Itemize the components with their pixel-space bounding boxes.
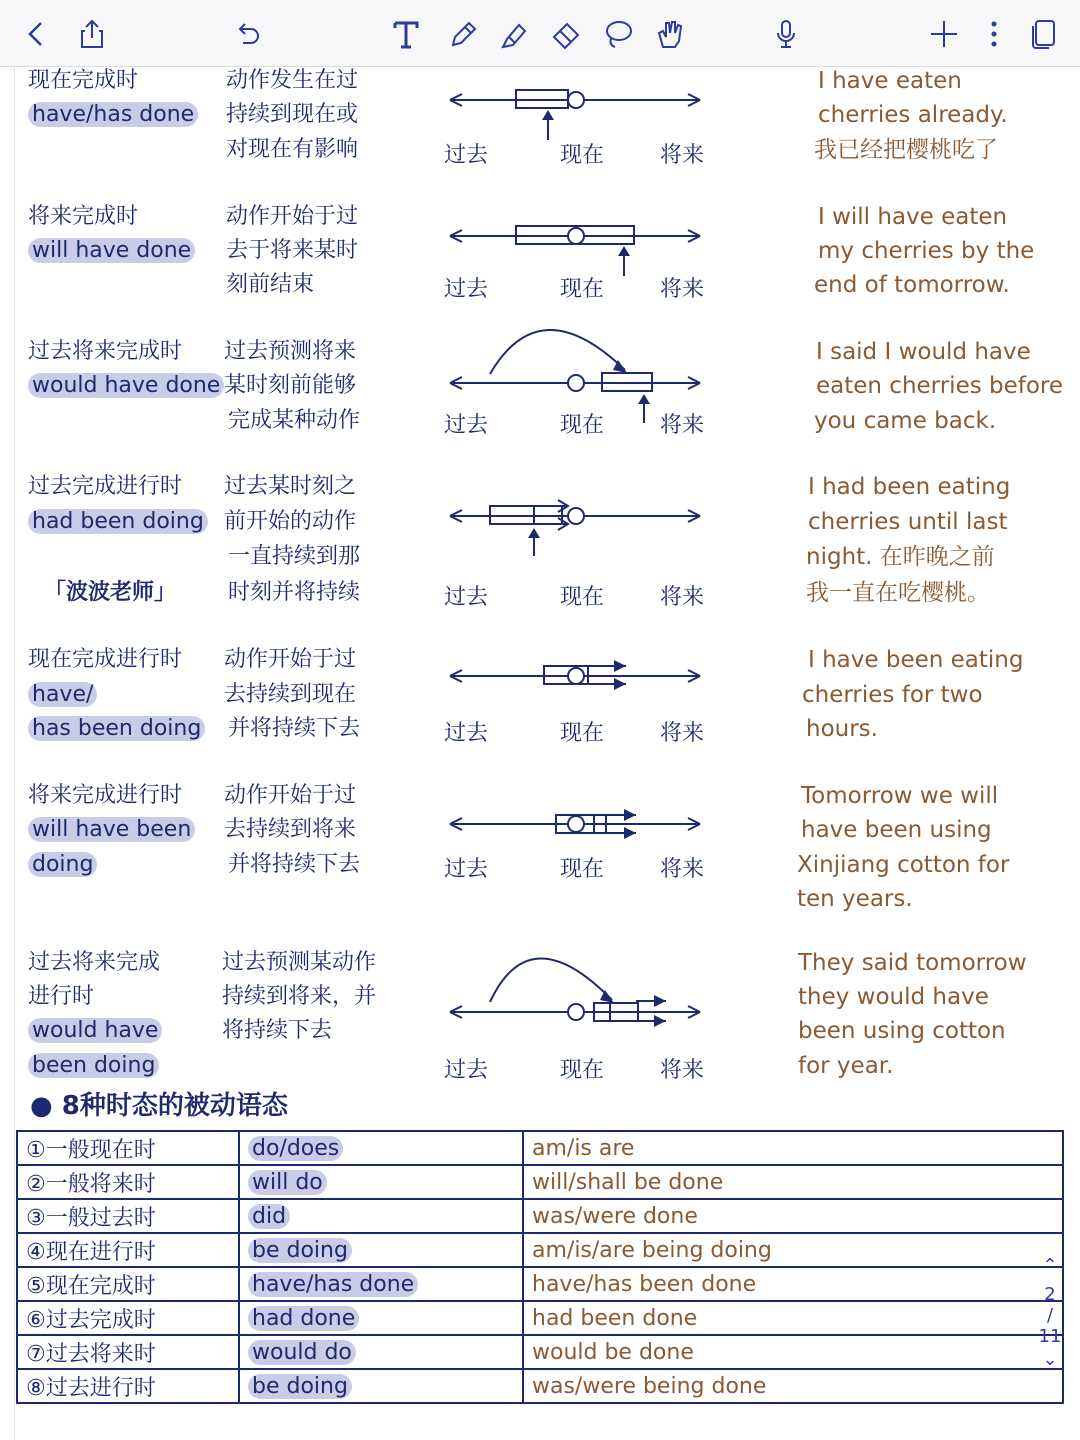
tense-desc: 去于将来某时 xyxy=(226,238,359,263)
tense-name: 进行时 xyxy=(28,984,95,1009)
back-icon[interactable] xyxy=(16,14,56,54)
active-form: will do xyxy=(248,1170,327,1195)
tense-desc: 动作开始于过 xyxy=(224,647,357,672)
tense-desc: 去持续到现在 xyxy=(224,682,357,707)
axis-future: 将来 xyxy=(660,721,705,746)
microphone-icon[interactable] xyxy=(766,14,806,54)
tense-desc: 动作开始于过 xyxy=(226,204,359,229)
passive-form: would be done xyxy=(523,1335,1063,1369)
example: 我已经把樱桃吃了 xyxy=(814,137,998,163)
active-form: have/has done xyxy=(248,1272,418,1297)
tense-form: has been doing xyxy=(28,716,205,741)
tense-cell: ③一般过去时 xyxy=(17,1199,239,1233)
active-form: did xyxy=(248,1204,290,1229)
axis-future: 将来 xyxy=(660,1058,705,1083)
pen-icon[interactable] xyxy=(442,14,482,54)
passive-form: was/were being done xyxy=(523,1369,1063,1403)
table-row xyxy=(17,1267,1063,1301)
undo-icon[interactable] xyxy=(228,14,268,54)
more-icon[interactable] xyxy=(974,14,1014,54)
teacher-signature: 「波波老师」 xyxy=(44,580,177,605)
table-row xyxy=(17,1301,1063,1335)
active-form: be doing xyxy=(248,1238,352,1263)
tense-desc: 将持续下去 xyxy=(222,1018,333,1043)
share-icon[interactable] xyxy=(72,14,112,54)
tense-name: 过去将来完成时 xyxy=(28,339,183,364)
passive-form: had been done xyxy=(523,1301,1063,1335)
tense-cell: ⑧过去进行时 xyxy=(17,1369,239,1403)
axis-now: 现在 xyxy=(560,1058,605,1083)
highlighter-icon[interactable] xyxy=(494,14,534,54)
axis-now: 现在 xyxy=(560,585,605,610)
tense-form: would have done xyxy=(28,373,224,398)
passive-form: have/has been done xyxy=(523,1267,1063,1301)
tense-form: will have done xyxy=(28,238,195,263)
axis-now: 现在 xyxy=(560,857,605,882)
axis-now: 现在 xyxy=(560,413,605,438)
tense-cell: ②一般将来时 xyxy=(17,1165,239,1199)
tense-desc: 过去预测某动作 xyxy=(222,950,377,975)
add-icon[interactable] xyxy=(924,14,964,54)
tense-desc: 前开始的动作 xyxy=(224,509,357,534)
example: I had been eating xyxy=(808,474,1011,500)
tense-name: 现在完成进行时 xyxy=(28,647,183,672)
passive-form: was/were done xyxy=(523,1199,1063,1233)
example: I have eaten xyxy=(818,68,962,94)
section-title: ● 8种时态的被动语态 xyxy=(30,1091,288,1121)
tense-desc: 某时刻前能够 xyxy=(224,373,357,398)
example: I said I would have xyxy=(816,339,1031,365)
tense-name: 现在完成时 xyxy=(28,68,139,93)
tense-desc: 动作发生在过 xyxy=(226,68,359,93)
axis-now: 现在 xyxy=(560,277,605,302)
example: cherries for two xyxy=(802,682,983,708)
axis-future: 将来 xyxy=(660,413,705,438)
example: they would have xyxy=(798,984,989,1010)
axis-past: 过去 xyxy=(444,413,489,438)
timeline-diagram xyxy=(430,66,730,196)
example: Tomorrow we will xyxy=(801,783,999,809)
tense-form: will have been xyxy=(28,817,195,842)
chevron-up-icon[interactable]: ⌃ xyxy=(1042,1255,1058,1276)
tense-cell: ⑥过去完成时 xyxy=(17,1301,239,1335)
page-slash: / xyxy=(1046,1305,1054,1326)
tense-desc: 时刻并将持续 xyxy=(228,580,361,605)
tense-name: 过去将来完成 xyxy=(28,950,161,975)
axis-future: 将来 xyxy=(660,143,705,168)
axis-now: 现在 xyxy=(560,721,605,746)
tense-cell: ⑦过去将来时 xyxy=(17,1335,239,1369)
active-form: do/does xyxy=(248,1136,343,1161)
page-indicator[interactable] xyxy=(1036,1255,1064,1377)
tense-desc: 持续到现在或 xyxy=(226,102,359,127)
axis-past: 过去 xyxy=(444,1058,489,1083)
tense-form: doing xyxy=(28,852,97,877)
tense-desc: 并将持续下去 xyxy=(228,852,361,877)
example: for year. xyxy=(798,1053,894,1079)
example: I have been eating xyxy=(808,647,1024,673)
tense-form: would have xyxy=(28,1018,162,1043)
current-page: 2 xyxy=(1044,1284,1056,1305)
tense-form: have/ xyxy=(28,682,97,707)
tense-cell: ⑤现在完成时 xyxy=(17,1267,239,1301)
axis-future: 将来 xyxy=(660,585,705,610)
tense-form: had been doing xyxy=(28,509,208,534)
passive-voice-table xyxy=(16,1130,1064,1404)
active-form: had done xyxy=(248,1306,359,1331)
table-row xyxy=(17,1131,1063,1165)
tense-desc: 一直持续到那 xyxy=(228,544,361,569)
example: I will have eaten xyxy=(818,204,1008,230)
active-form: be doing xyxy=(248,1374,352,1399)
axis-future: 将来 xyxy=(660,857,705,882)
table-row xyxy=(17,1199,1063,1233)
chevron-down-icon[interactable]: ⌄ xyxy=(1042,1349,1058,1370)
passive-form: am/is are xyxy=(523,1131,1063,1165)
total-pages: 11 xyxy=(1038,1326,1062,1347)
axis-past: 过去 xyxy=(444,143,489,168)
lasso-icon[interactable] xyxy=(598,14,638,54)
example: have been using xyxy=(801,817,992,843)
table-row xyxy=(17,1233,1063,1267)
pages-icon[interactable] xyxy=(1024,14,1064,54)
example: you came back. xyxy=(814,408,997,434)
tense-desc: 动作开始于过 xyxy=(224,783,357,808)
text-tool-icon[interactable] xyxy=(386,14,426,54)
example: hours. xyxy=(806,716,878,742)
example: They said tomorrow xyxy=(798,950,1027,976)
tense-cell: ④现在进行时 xyxy=(17,1233,239,1267)
axis-past: 过去 xyxy=(444,721,489,746)
axis-past: 过去 xyxy=(444,857,489,882)
axis-past: 过去 xyxy=(444,585,489,610)
hand-icon[interactable] xyxy=(650,14,690,54)
eraser-icon[interactable] xyxy=(546,14,586,54)
example: end of tomorrow. xyxy=(814,272,1010,298)
example: my cherries by the xyxy=(818,238,1035,264)
passive-form: will/shall be done xyxy=(523,1165,1063,1199)
axis-past: 过去 xyxy=(444,277,489,302)
tense-form: been doing xyxy=(28,1053,159,1078)
passive-form: am/is/are being doing xyxy=(523,1233,1063,1267)
tense-desc: 并将持续下去 xyxy=(228,716,361,741)
table-row xyxy=(17,1369,1063,1403)
table-row xyxy=(17,1165,1063,1199)
tense-desc: 过去预测将来 xyxy=(224,339,357,364)
tense-desc: 持续到将来，并 xyxy=(222,984,377,1009)
example: ten years. xyxy=(797,886,913,912)
example: night. 在昨晚之前 xyxy=(806,544,995,570)
tense-name: 将来完成时 xyxy=(28,204,139,229)
example: eaten cherries before xyxy=(816,373,1064,399)
axis-now: 现在 xyxy=(560,143,605,168)
timeline-diagram xyxy=(430,642,730,772)
tense-cell: ①一般现在时 xyxy=(17,1131,239,1165)
example: Xinjiang cotton for xyxy=(797,852,1010,878)
tense-desc: 刻前结束 xyxy=(226,272,315,297)
tense-desc: 去持续到将来 xyxy=(224,817,357,842)
example: cherries until last xyxy=(808,509,1008,535)
tense-form: have/has done xyxy=(28,102,198,127)
example: cherries already. xyxy=(818,102,1008,128)
tense-desc: 对现在有影响 xyxy=(226,137,359,162)
tense-desc: 过去某时刻之 xyxy=(224,474,357,499)
timeline-diagram xyxy=(430,202,730,332)
tense-name: 过去完成进行时 xyxy=(28,474,183,499)
example: 我一直在吃樱桃。 xyxy=(806,580,990,606)
axis-future: 将来 xyxy=(660,277,705,302)
toolbar xyxy=(0,0,1080,67)
active-form: would do xyxy=(248,1340,356,1365)
table-row xyxy=(17,1335,1063,1369)
tense-name: 将来完成进行时 xyxy=(28,783,183,808)
example: been using cotton xyxy=(798,1018,1006,1044)
section-title-text: 8种时态的被动语态 xyxy=(61,1091,288,1121)
tense-desc: 完成某种动作 xyxy=(228,408,361,433)
